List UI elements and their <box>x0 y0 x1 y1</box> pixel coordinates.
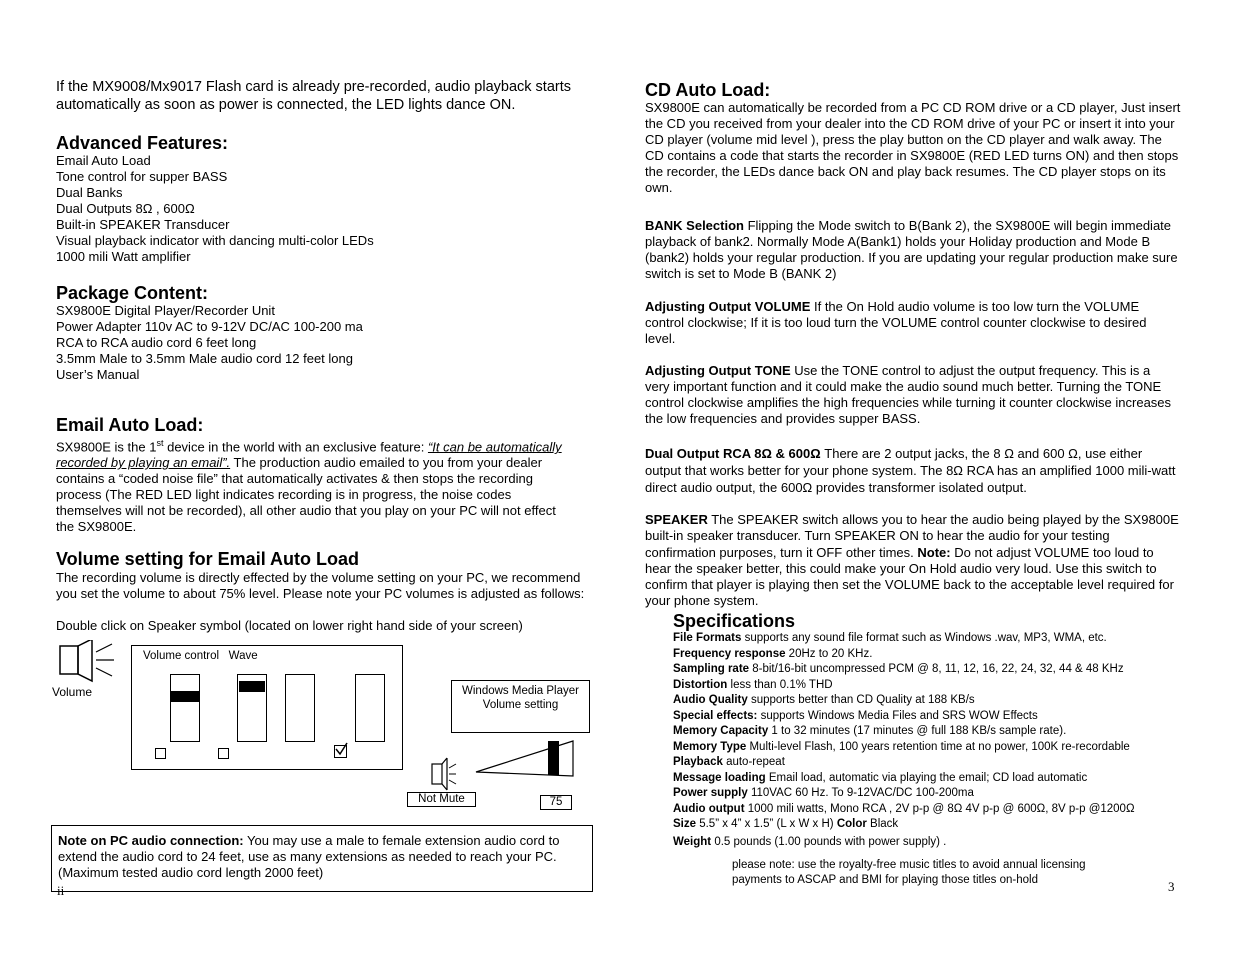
spec-label: Sampling rate <box>673 663 750 675</box>
note-text <box>58 833 583 881</box>
spec-label: Message loading <box>673 771 766 784</box>
spec-value: supports any sound file format such as Windows .wav, MP3, WMA, etc. <box>741 632 1107 644</box>
volume-setting-paragraph: The recording volume is directly effected by the volume setting on your PC, we recommend you set the volume to about 75% level. Please note your PC volumes is adjusted as follows: <box>56 570 585 601</box>
spec-row <box>673 771 1135 787</box>
email-auto-load-paragraph <box>56 435 576 535</box>
spec-label: Size <box>673 818 697 830</box>
volume-setting-instruction: Double click on Speaker symbol (located on lower right hand side of your screen) <box>56 618 523 633</box>
tone-paragraph <box>645 363 1175 427</box>
list-item: Email Auto Load <box>56 153 151 168</box>
list-item: SX9800E Digital Player/Recorder Unit <box>56 303 275 318</box>
volume-level-box: 75 <box>540 795 572 810</box>
email-text: SX9800E is the 1 <box>56 439 157 455</box>
spec-value: Multi-level Flash, 100 years retention time at no power, 100K re-recordable <box>746 740 1130 753</box>
package-content-heading: Package Content: <box>56 283 209 303</box>
spec-label: Memory Type <box>673 740 747 753</box>
email-text: The production audio emailed to you from your dealer contains a “coded noise file” that automatically activates & then stops the recording process (The RED LED light indicates recording is in progress, the noise codes themselves will not be recorded), all other audio that you play on your PC will not effect the SX9800E. <box>56 455 556 535</box>
page-number-right: 3 <box>1168 879 1175 894</box>
spec-value: supports Windows Media Files and SRS WOW Effects <box>757 709 1038 722</box>
advanced-features-list <box>56 153 374 265</box>
list-item: Tone control for supper BASS <box>56 169 228 184</box>
spec-row <box>673 740 1135 756</box>
spec-row <box>673 631 1135 647</box>
list-item: Built-in SPEAKER Transducer <box>56 217 230 232</box>
list-item: 1000 mili Watt amplifier <box>56 249 191 264</box>
wmp-label: Volume setting <box>482 699 559 711</box>
list-item: Power Adapter 110v AC to 9-12V DC/AC 100-200 ma <box>56 319 363 334</box>
spec-label: Special effects: <box>673 709 758 722</box>
spec-label: Frequency response <box>673 647 786 660</box>
spec-row <box>673 802 1135 818</box>
spec-value: 20Hz to 20 KHz. <box>785 647 873 660</box>
note-box <box>51 825 593 892</box>
spec-value: Email load, automatic via playing the email; CD load automatic <box>765 771 1088 784</box>
not-mute-button[interactable]: Not Mute <box>407 792 476 807</box>
email-text: device in the world with an exclusive feature: <box>163 439 428 455</box>
wedge-thumb <box>548 741 559 775</box>
spec-label: Audio Quality <box>673 694 748 706</box>
spec-value: 5.5” x 4” x 1.5” (L x W x H) <box>696 818 837 830</box>
volume-diagram <box>52 640 597 815</box>
spec-label: Power supply <box>673 787 748 799</box>
spec-value: Black <box>866 818 899 830</box>
cd-auto-load-paragraph: SX9800E can automatically be recorded from a PC CD ROM drive or a CD player, Just insert the CD you received from your dealer into the CD ROM drive of your PC or insert it into your CD player (volume mid level ), press the play button on the CD player and walk away. The CD contains a code that starts the recorder in SX9800E (RED LED turns ON) and then stops the recorder, the LEDs dance back ON and play back resumes. The CD player stops on its own. <box>645 100 1181 195</box>
spec-row <box>673 693 1135 709</box>
volume-label-bold: Adjusting Output VOLUME <box>645 299 811 314</box>
specifications-heading: Specifications <box>673 611 796 631</box>
specifications-list <box>673 631 1135 850</box>
tone-label: Adjusting Output TONE <box>645 363 791 378</box>
email-quote: “It can be automatically recorded by playing an email”. <box>56 439 562 471</box>
spec-label: Audio output <box>673 802 745 815</box>
bank-text: Flipping the Mode switch to B(Bank 2), the SX9800E will begin immediate playback of bank2. Normally Mode A(Bank1) holds your Holiday production and Mode B (bank2) holds your regular production. If you are updating your regular production make sure switch is set to Mode B (BANK 2) <box>645 218 1178 281</box>
spec-value: 0.5 pounds (1.00 pounds with power supply) . <box>711 835 947 848</box>
spec-value: 1000 mili watts, Mono RCA , 2V p-p @ 8Ω 4V p-p @ 600Ω, 8V p-p @1200Ω <box>744 802 1135 815</box>
volume-label: Volume <box>52 685 93 699</box>
speaker-note-label: Note: <box>917 544 951 560</box>
spec-label: Color <box>836 818 867 830</box>
superscript: st <box>156 438 164 448</box>
spec-value: 8-bit/16-bit uncompressed PCM @ 8, 11, 12, 16, 22, 24, 32, 44 & 48 KHz <box>749 663 1124 675</box>
spec-row <box>673 647 1135 663</box>
spec-row <box>673 724 1135 740</box>
dual-label: Dual Output RCA 8Ω & 600Ω <box>645 446 821 461</box>
spec-row <box>673 678 1135 694</box>
spec-value: less than 0.1% THD <box>727 678 833 691</box>
volume-paragraph <box>645 299 1165 347</box>
intro-paragraph: If the MX9008/Mx9017 Flash card is already pre-recorded, audio playback starts automatically as soon as power is connected, the LED lights dance ON. <box>56 79 572 113</box>
list-item: 3.5mm Male to 3.5mm Male audio cord 12 feet long <box>56 351 353 366</box>
note-body: You may use a male to female extension audio cord to extend the audio cord to 24 feet, use as many extensions as needed to reach your PC. (Maximum tested audio cord length 2000 feet) <box>58 833 560 880</box>
spec-label: Distortion <box>673 678 728 691</box>
list-item: Visual playback indicator with dancing multi-color LEDs <box>56 233 374 248</box>
footnote-line: payments to ASCAP and BMI for playing those titles on-hold <box>732 873 1038 886</box>
spec-label: Weight <box>673 835 712 848</box>
spec-row <box>673 835 1135 851</box>
volume-setting-heading: Volume setting for Email Auto Load <box>56 549 360 569</box>
spec-value: auto-repeat <box>722 756 785 768</box>
spec-row <box>673 786 1135 802</box>
list-item: RCA to RCA audio cord 6 feet long <box>56 335 257 350</box>
page-number-left: ii <box>57 883 65 898</box>
speaker-text: The SPEAKER switch allows you to hear the audio being played by the SX9800E built-in speaker transducer. Turn SPEAKER ON to hear the audio for your testing confirmation purposes, turn it OFF other times. <box>645 512 1179 560</box>
cd-auto-load-heading: CD Auto Load: <box>645 80 771 100</box>
bank-label: BANK Selection <box>645 218 744 233</box>
spec-label: Playback <box>673 756 723 768</box>
wmp-label: Windows Media Player <box>462 685 579 697</box>
email-auto-load-heading: Email Auto Load: <box>56 415 204 435</box>
volume-text: If the On Hold audio volume is too low turn the VOLUME control clockwise; If it is too loud turn the VOLUME control counter clockwise to desired level. <box>645 299 1147 346</box>
list-item: User’s Manual <box>56 367 140 382</box>
list-item: Dual Outputs 8Ω , 600Ω <box>56 201 195 216</box>
speaker-label: SPEAKER <box>645 512 708 527</box>
footnote-line: please note: use the royalty-free music titles to avoid annual licensing <box>732 859 1086 871</box>
advanced-features-heading: Advanced Features: <box>56 133 229 153</box>
bank-selection-paragraph <box>645 218 1185 282</box>
mixer-labels: Volume control Wave <box>143 650 258 662</box>
note-label: Note on PC audio connection: <box>58 833 244 848</box>
spec-row <box>673 662 1135 678</box>
dual-text: There are 2 output jacks, the 8 Ω and 600 Ω, use either output that works better for your phone system. The 8Ω RCA has an amplified 1000 mili-watt direct audio output, the 600Ω provides transformer isolated output. <box>645 446 1176 495</box>
spec-row <box>673 817 1135 833</box>
spec-value: 110VAC 60 Hz. To 9-12VAC/DC 100-200ma <box>747 787 974 799</box>
dual-output-paragraph <box>645 445 1180 496</box>
speaker-paragraph <box>645 512 1180 610</box>
speaker-text: Do not adjust VOLUME too loud to hear the speaker better, this could make your On Hold audio very loud. Use this switch to confirm that player is playing then set the VOLUME back to the acceptable level required for your phone system. <box>645 544 1174 609</box>
package-content-list <box>56 303 363 383</box>
spec-row <box>673 755 1135 771</box>
spec-label: Memory Capacity <box>673 725 769 737</box>
tone-text: Use the TONE control to adjust the output frequency. This is a very important function and it could make the audio sound much better. Turning the TONE control clockwise amplifies the high frequencies while turning it counter clockwise increases the low frequencies and provides supper BASS. <box>645 363 1172 426</box>
spec-row <box>673 709 1135 725</box>
list-item: Dual Banks <box>56 185 123 200</box>
spec-value: supports better than CD Quality at 188 KB/s <box>747 694 975 706</box>
licensing-footnote <box>732 858 1086 887</box>
volume-wedge[interactable] <box>52 640 597 815</box>
spec-label: File Formats <box>673 632 742 644</box>
spec-value: 1 to 32 minutes (17 minutes @ full 188 KB/s sample rate). <box>768 725 1067 737</box>
